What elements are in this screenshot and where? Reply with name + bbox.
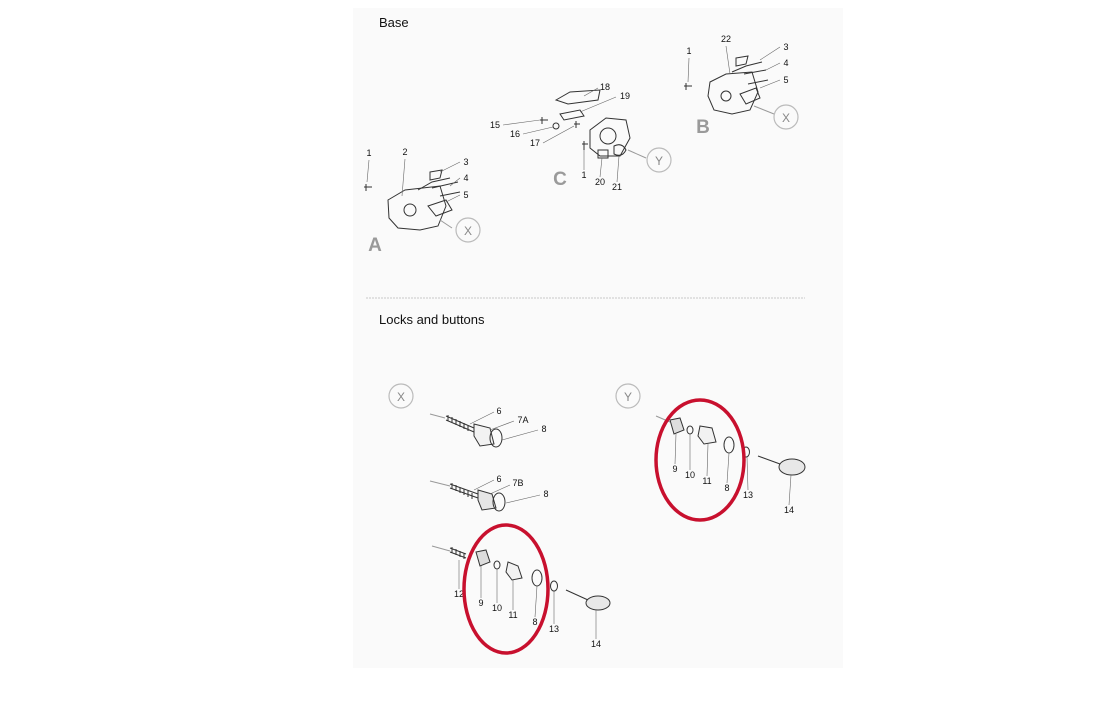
callout-b-4: 4 [783,58,789,68]
bracket-part-18 [556,90,600,104]
base-plate [708,72,758,114]
lock-part-21 [614,145,626,156]
spring-part-3 [732,56,762,72]
callout-a-1: 1 [366,148,372,158]
washer-part-16 [553,123,559,129]
callout-x3-8: 8 [532,617,538,627]
callout-y-10: 10 [684,470,696,480]
base-plate [388,186,446,230]
cap-part-13 [551,581,558,591]
ref-leader-y [628,150,646,158]
callout-b-1: 1 [686,46,692,56]
plate-opening [600,128,616,144]
callout-a-2: 2 [402,147,408,157]
callout-b-3: 3 [783,42,789,52]
ref-leader-x [440,220,452,228]
ref-label-x-a: X [463,224,473,238]
callout-c-15: 15 [489,120,501,130]
locks-section-title: Locks and buttons [379,312,485,327]
spring-part-12 [450,547,466,559]
assembly-c [540,90,646,158]
callout-c-16: 16 [509,129,521,139]
callout-c-20: 20 [594,177,606,187]
callout-x3-9: 9 [478,598,484,608]
assembly-a [364,170,460,230]
screw-part-15 [540,117,548,124]
lever-part-5 [428,200,452,216]
spring-part-6 [446,415,474,432]
callout-b-22: 22 [720,34,732,44]
key-part-14 [779,459,805,475]
spring-part-6 [450,483,478,499]
callout-c-21: 21 [611,182,623,192]
screw-part-1 [582,141,588,150]
ref-label-x-locks: X [396,390,406,404]
x-row-1-parts [430,414,502,447]
ring-part-8 [532,570,542,586]
key-part-14 [586,596,610,610]
ref-label-y-c: Y [654,154,664,168]
plate-hole [721,91,731,101]
callout-x2-6: 6 [496,474,502,484]
rod-part-4 [432,182,460,196]
callout-c-18: 18 [599,82,611,92]
pin-part-17 [574,121,580,128]
callout-x1-6: 6 [496,406,502,416]
callout-x3-13: 13 [548,624,560,634]
callout-x3-10: 10 [491,603,503,613]
screw-part-1 [684,83,692,90]
callout-y-11: 11 [702,476,712,486]
callout-a-4: 4 [463,173,469,183]
callout-x3-14: 14 [590,639,602,649]
assembly-b [684,56,774,114]
highlight-circle-x [464,525,548,653]
callout-a-3: 3 [463,157,469,167]
callout-c-17: 17 [529,138,541,148]
callout-x1-8: 8 [541,424,547,434]
callout-c-19: 19 [619,91,631,101]
cylinder-part-11 [506,562,522,580]
key-blade [758,456,780,464]
cylinder-part-11 [698,426,716,444]
nut-part-9 [670,418,684,434]
nut-part-9 [476,550,490,566]
ref-leader-x [754,106,774,114]
callout-y-14: 14 [783,505,795,515]
callout-x3-12: 12 [453,589,465,599]
variant-letter-a: A [368,235,382,256]
key-blade [566,590,588,600]
x-row-2-parts [430,481,505,511]
variant-letter-b: B [696,117,710,138]
callout-y-9: 9 [672,464,678,474]
callout-x2-7b: 7B [512,478,524,488]
ref-label-y-locks: Y [623,390,633,404]
y-row-parts [656,416,805,475]
callout-x1-7a: 7A [517,415,529,425]
callout-c-1: 1 [581,170,587,180]
highlight-circle-y [656,400,744,520]
callout-x3-11: 11 [508,610,518,620]
ref-label-x-b: X [781,111,791,125]
callout-y-13: 13 [742,490,754,500]
lever-part-5 [740,88,760,104]
washer-part-10 [687,426,693,434]
ring-part-8 [724,437,734,453]
callout-x2-8: 8 [543,489,549,499]
mount-plate [590,118,630,156]
plate-hole [404,204,416,216]
callout-y-8: 8 [724,483,730,493]
base-section-title: Base [379,15,409,30]
washer-part-10 [494,561,500,569]
screw-part-1 [364,184,372,191]
latch-part-19 [560,110,584,120]
callout-b-5: 5 [783,75,789,85]
bushing-part-20 [598,150,608,158]
variant-letter-c: C [553,169,567,190]
callout-a-5: 5 [463,190,469,200]
